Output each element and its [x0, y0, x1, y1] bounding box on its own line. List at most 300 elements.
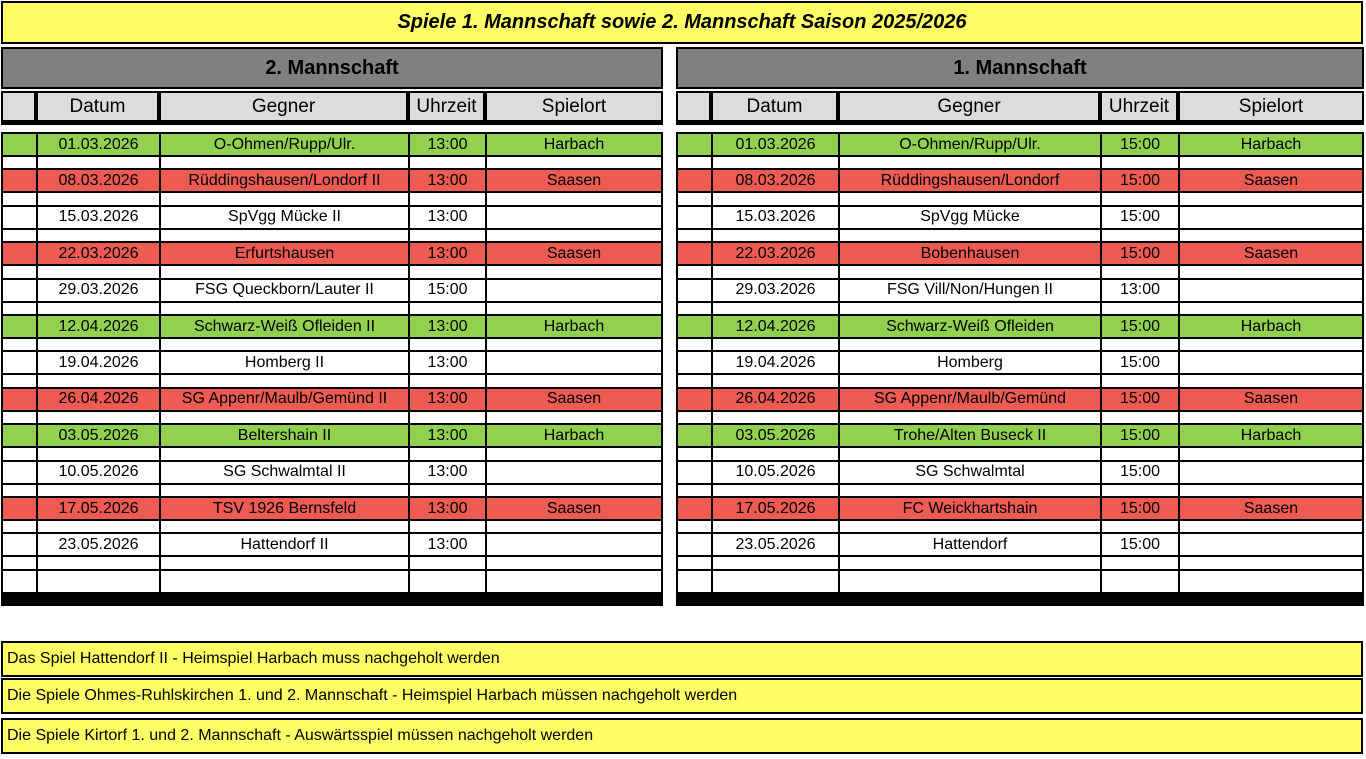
cell-venue: [1178, 350, 1364, 373]
gap-cell: [711, 155, 838, 168]
cell-time: 13:00: [408, 532, 485, 555]
gap-cell: [485, 301, 663, 314]
cell-time: 15:00: [1100, 496, 1178, 519]
gap-cell: [408, 373, 485, 386]
gap-cell: [485, 337, 663, 350]
cell-venue: [485, 205, 663, 228]
gap-cell: [1178, 373, 1364, 386]
gap-cell: [36, 155, 159, 168]
gap-cell: [676, 337, 711, 350]
gap-cell: [676, 191, 711, 204]
row-gap: [676, 483, 1364, 496]
gap-cell: [1100, 264, 1178, 277]
row-gap: [676, 264, 1364, 277]
row-marker: [1, 314, 36, 337]
gap-cell: [36, 373, 159, 386]
cell-date: 22.03.2026: [711, 241, 838, 264]
gap-cell: [1, 410, 36, 423]
row-gap: [1, 410, 663, 423]
cell-venue: Saasen: [485, 496, 663, 519]
row-marker: [1, 350, 36, 373]
cell-time: 13:00: [1100, 278, 1178, 301]
gap-cell: [838, 155, 1100, 168]
row-marker: [676, 460, 711, 483]
header-separator: [1, 122, 663, 125]
gap-cell: [1, 155, 36, 168]
cell-opponent: SG Appenr/Maulb/Gemünd: [838, 387, 1100, 410]
gap-cell: [1, 337, 36, 350]
gap-cell: [711, 264, 838, 277]
cell-time: [408, 569, 485, 592]
gap-cell: [838, 228, 1100, 241]
cell-venue: Saasen: [1178, 241, 1364, 264]
gap-cell: [676, 228, 711, 241]
cell-date: 26.04.2026: [711, 387, 838, 410]
gap-cell: [408, 337, 485, 350]
row-marker: [676, 350, 711, 373]
gap-cell: [159, 155, 408, 168]
gap-cell: [838, 446, 1100, 459]
cell-date: 10.05.2026: [711, 460, 838, 483]
row-marker: [676, 423, 711, 446]
gap-cell: [838, 519, 1100, 532]
gap-cell: [1100, 555, 1178, 568]
gap-cell: [408, 228, 485, 241]
gap-cell: [838, 373, 1100, 386]
gap-cell: [711, 337, 838, 350]
cell-venue: [1178, 532, 1364, 555]
cell-time: 15:00: [1100, 314, 1178, 337]
game-row: [676, 496, 1364, 519]
gap-cell: [159, 264, 408, 277]
gap-cell: [1100, 228, 1178, 241]
gap-cell: [159, 446, 408, 459]
cell-opponent: Bobenhausen: [838, 241, 1100, 264]
row-gap: [1, 519, 663, 532]
table-bottom-border: [1, 592, 663, 606]
page-title: Spiele 1. Mannschaft sowie 2. Mannschaft Saison 2025/2026: [1, 1, 1363, 44]
gap-cell: [838, 301, 1100, 314]
game-row: [676, 314, 1364, 337]
column-header-date: Datum: [711, 91, 838, 122]
gap-cell: [36, 264, 159, 277]
row-gap: [676, 555, 1364, 568]
row-marker: [676, 314, 711, 337]
row-gap: [676, 373, 1364, 386]
row-marker: [676, 387, 711, 410]
cell-time: 15:00: [1100, 423, 1178, 446]
row-gap: [1, 483, 663, 496]
empty-row: [1, 569, 663, 592]
game-row: [1, 205, 663, 228]
row-marker: [1, 387, 36, 410]
cell-opponent: Hattendorf: [838, 532, 1100, 555]
gap-cell: [1, 446, 36, 459]
gap-cell: [36, 191, 159, 204]
gap-cell: [159, 555, 408, 568]
gap-cell: [838, 410, 1100, 423]
gap-cell: [676, 519, 711, 532]
row-marker: [676, 532, 711, 555]
row-marker: [676, 205, 711, 228]
row-gap: [676, 519, 1364, 532]
cell-date: 10.05.2026: [36, 460, 159, 483]
cell-date: 15.03.2026: [36, 205, 159, 228]
gap-cell: [1178, 155, 1364, 168]
team-1-table: [676, 47, 1364, 606]
cell-time: 15:00: [1100, 460, 1178, 483]
cell-opponent: Homberg II: [159, 350, 408, 373]
gap-cell: [1100, 483, 1178, 496]
cell-time: 13:00: [408, 241, 485, 264]
cell-date: 12.04.2026: [36, 314, 159, 337]
cell-time: 15:00: [408, 278, 485, 301]
game-row: [676, 460, 1364, 483]
cell-venue: [485, 460, 663, 483]
cell-opponent: Trohe/Alten Buseck II: [838, 423, 1100, 446]
cell-opponent: Schwarz-Weiß Ofleiden II: [159, 314, 408, 337]
row-marker: [1, 132, 36, 155]
row-gap: [676, 446, 1364, 459]
gap-cell: [408, 301, 485, 314]
gap-cell: [485, 191, 663, 204]
gap-cell: [711, 228, 838, 241]
row-gap: [676, 301, 1364, 314]
cell-opponent: O-Ohmen/Rupp/Ulr.: [159, 132, 408, 155]
gap-cell: [676, 155, 711, 168]
cell-date: [36, 569, 159, 592]
gap-cell: [711, 519, 838, 532]
cell-opponent: SG Appenr/Maulb/Gemünd II: [159, 387, 408, 410]
gap-cell: [1100, 410, 1178, 423]
gap-cell: [1178, 555, 1364, 568]
row-gap: [1, 301, 663, 314]
gap-cell: [485, 228, 663, 241]
team-2-table: [1, 47, 663, 606]
cell-venue: [485, 278, 663, 301]
game-row: [676, 387, 1364, 410]
cell-opponent: Erfurtshausen: [159, 241, 408, 264]
cell-time: [1100, 569, 1178, 592]
gap-cell: [485, 483, 663, 496]
team-title: 1. Mannschaft: [676, 47, 1364, 89]
cell-date: 19.04.2026: [711, 350, 838, 373]
row-gap: [1, 337, 663, 350]
game-row: [676, 241, 1364, 264]
game-row: [1, 278, 663, 301]
cell-date: 12.04.2026: [711, 314, 838, 337]
gap-cell: [838, 555, 1100, 568]
gap-cell: [159, 191, 408, 204]
gap-cell: [1, 301, 36, 314]
cell-venue: Saasen: [485, 387, 663, 410]
row-marker: [676, 132, 711, 155]
gap-cell: [1178, 337, 1364, 350]
gap-cell: [1178, 301, 1364, 314]
row-gap: [1, 264, 663, 277]
gap-cell: [36, 337, 159, 350]
game-row: [1, 241, 663, 264]
gap-cell: [159, 301, 408, 314]
gap-cell: [711, 301, 838, 314]
cell-venue: Saasen: [1178, 168, 1364, 191]
cell-opponent: Hattendorf II: [159, 532, 408, 555]
game-row: [1, 132, 663, 155]
gap-cell: [36, 446, 159, 459]
row-marker: [676, 278, 711, 301]
cell-opponent: Rüddingshausen/Londorf: [838, 168, 1100, 191]
cell-opponent: FSG Vill/Non/Hungen II: [838, 278, 1100, 301]
cell-venue: Harbach: [1178, 423, 1364, 446]
cell-opponent: [159, 569, 408, 592]
empty-row: [676, 569, 1364, 592]
row-marker: [1, 205, 36, 228]
gap-cell: [1, 519, 36, 532]
row-marker: [1, 532, 36, 555]
cell-venue: [1178, 569, 1364, 592]
gap-cell: [159, 410, 408, 423]
gap-cell: [1178, 191, 1364, 204]
cell-venue: [485, 569, 663, 592]
game-row: [1, 532, 663, 555]
cell-time: 13:00: [408, 460, 485, 483]
game-row: [676, 132, 1364, 155]
gap-cell: [676, 555, 711, 568]
row-marker: [676, 241, 711, 264]
cell-opponent: TSV 1926 Bernsfeld: [159, 496, 408, 519]
cell-date: 19.04.2026: [36, 350, 159, 373]
cell-time: 15:00: [1100, 241, 1178, 264]
gap-cell: [1, 228, 36, 241]
gap-cell: [838, 264, 1100, 277]
game-row: [676, 350, 1364, 373]
gap-cell: [676, 483, 711, 496]
cell-date: 29.03.2026: [711, 278, 838, 301]
cell-time: 15:00: [1100, 168, 1178, 191]
gap-cell: [1178, 410, 1364, 423]
row-marker: [1, 241, 36, 264]
gap-cell: [485, 555, 663, 568]
cell-date: 08.03.2026: [36, 168, 159, 191]
gap-cell: [485, 373, 663, 386]
gap-cell: [676, 446, 711, 459]
cell-time: 13:00: [408, 314, 485, 337]
cell-venue: Harbach: [485, 314, 663, 337]
game-row: [1, 387, 663, 410]
gap-cell: [711, 191, 838, 204]
gap-cell: [485, 155, 663, 168]
gap-cell: [1100, 337, 1178, 350]
gap-cell: [1100, 155, 1178, 168]
gap-cell: [1, 264, 36, 277]
gap-cell: [159, 373, 408, 386]
gap-cell: [1178, 228, 1364, 241]
gap-cell: [159, 483, 408, 496]
column-header-time: Uhrzeit: [1100, 91, 1178, 122]
cell-opponent: Homberg: [838, 350, 1100, 373]
gap-cell: [36, 519, 159, 532]
gap-cell: [36, 410, 159, 423]
row-marker: [676, 496, 711, 519]
cell-venue: Saasen: [1178, 387, 1364, 410]
cell-opponent: SG Schwalmtal II: [159, 460, 408, 483]
cell-date: 03.05.2026: [36, 423, 159, 446]
gap-cell: [408, 555, 485, 568]
gap-cell: [676, 373, 711, 386]
cell-time: 13:00: [408, 350, 485, 373]
game-row: [676, 205, 1364, 228]
gap-cell: [159, 519, 408, 532]
column-header-opponent: Gegner: [838, 91, 1100, 122]
game-row: [676, 168, 1364, 191]
game-row: [1, 168, 663, 191]
gap-cell: [408, 155, 485, 168]
gap-cell: [485, 264, 663, 277]
note-2: Die Spiele Ohmes-Ruhlskirchen 1. und 2. Mannschaft - Heimspiel Harbach müssen nachgeholt werden: [1, 678, 1363, 714]
row-marker: [1, 168, 36, 191]
gap-cell: [1, 555, 36, 568]
row-gap: [1, 191, 663, 204]
gap-cell: [1178, 483, 1364, 496]
game-row: [1, 423, 663, 446]
cell-opponent: FSG Queckborn/Lauter II: [159, 278, 408, 301]
gap-cell: [711, 446, 838, 459]
cell-venue: Harbach: [485, 132, 663, 155]
cell-opponent: [838, 569, 1100, 592]
row-gap: [676, 155, 1364, 168]
gap-cell: [1, 373, 36, 386]
column-header-time: Uhrzeit: [408, 91, 485, 122]
cell-venue: [1178, 205, 1364, 228]
gap-cell: [485, 519, 663, 532]
cell-time: 15:00: [1100, 350, 1178, 373]
row-gap: [676, 410, 1364, 423]
gap-cell: [676, 301, 711, 314]
gap-cell: [1178, 446, 1364, 459]
cell-opponent: SpVgg Mücke II: [159, 205, 408, 228]
note-1: Das Spiel Hattendorf II - Heimspiel Harbach muss nachgeholt werden: [1, 641, 1363, 677]
game-row: [676, 532, 1364, 555]
gap-cell: [159, 228, 408, 241]
row-marker: [676, 168, 711, 191]
cell-venue: [485, 350, 663, 373]
gap-cell: [838, 337, 1100, 350]
cell-opponent: O-Ohmen/Rupp/Ulr.: [838, 132, 1100, 155]
row-gap: [1, 555, 663, 568]
gap-cell: [408, 519, 485, 532]
column-header-opponent: Gegner: [159, 91, 408, 122]
gap-cell: [1100, 519, 1178, 532]
cell-venue: Harbach: [485, 423, 663, 446]
row-marker: [676, 569, 711, 592]
cell-venue: Harbach: [1178, 314, 1364, 337]
cell-opponent: Rüddingshausen/Londorf II: [159, 168, 408, 191]
header-blank: [1, 91, 36, 122]
gap-cell: [408, 410, 485, 423]
gap-cell: [711, 373, 838, 386]
gap-cell: [676, 410, 711, 423]
cell-time: 13:00: [408, 205, 485, 228]
gap-cell: [36, 301, 159, 314]
gap-cell: [36, 555, 159, 568]
cell-venue: [1178, 460, 1364, 483]
cell-venue: Saasen: [485, 168, 663, 191]
team-title: 2. Mannschaft: [1, 47, 663, 89]
gap-cell: [1, 191, 36, 204]
cell-opponent: Schwarz-Weiß Ofleiden: [838, 314, 1100, 337]
cell-date: [711, 569, 838, 592]
row-gap: [676, 228, 1364, 241]
gap-cell: [1100, 446, 1178, 459]
gap-cell: [36, 228, 159, 241]
gap-cell: [408, 483, 485, 496]
cell-time: 13:00: [408, 496, 485, 519]
gap-cell: [408, 191, 485, 204]
cell-time: 13:00: [408, 423, 485, 446]
cell-opponent: SG Schwalmtal: [838, 460, 1100, 483]
cell-date: 17.05.2026: [36, 496, 159, 519]
gap-cell: [838, 483, 1100, 496]
game-row: [1, 460, 663, 483]
game-row: [676, 278, 1364, 301]
gap-cell: [1, 483, 36, 496]
cell-venue: [1178, 278, 1364, 301]
cell-venue: [485, 532, 663, 555]
gap-cell: [36, 483, 159, 496]
cell-date: 08.03.2026: [711, 168, 838, 191]
note-3: Die Spiele Kirtorf 1. und 2. Mannschaft - Auswärtsspiel müssen nachgeholt werden: [1, 718, 1363, 754]
gap-cell: [408, 264, 485, 277]
cell-date: 01.03.2026: [711, 132, 838, 155]
gap-cell: [1100, 301, 1178, 314]
game-row: [1, 350, 663, 373]
cell-time: 15:00: [1100, 132, 1178, 155]
cell-venue: Saasen: [1178, 496, 1364, 519]
cell-time: 13:00: [408, 132, 485, 155]
row-gap: [676, 337, 1364, 350]
cell-time: 15:00: [1100, 387, 1178, 410]
cell-time: 13:00: [408, 387, 485, 410]
row-marker: [1, 569, 36, 592]
gap-cell: [1100, 191, 1178, 204]
cell-date: 22.03.2026: [36, 241, 159, 264]
cell-opponent: SpVgg Mücke: [838, 205, 1100, 228]
gap-cell: [485, 446, 663, 459]
game-row: [1, 496, 663, 519]
cell-date: 01.03.2026: [36, 132, 159, 155]
gap-cell: [711, 555, 838, 568]
cell-date: 23.05.2026: [36, 532, 159, 555]
gap-cell: [408, 446, 485, 459]
cell-date: 29.03.2026: [36, 278, 159, 301]
gap-cell: [1178, 264, 1364, 277]
header-separator: [676, 122, 1364, 125]
cell-venue: Saasen: [485, 241, 663, 264]
gap-cell: [676, 264, 711, 277]
game-row: [1, 314, 663, 337]
column-header-venue: Spielort: [485, 91, 663, 122]
row-gap: [1, 155, 663, 168]
table-bottom-border: [676, 592, 1364, 606]
game-row: [676, 423, 1364, 446]
header-blank: [676, 91, 711, 122]
row-marker: [1, 496, 36, 519]
row-marker: [1, 278, 36, 301]
column-header-date: Datum: [36, 91, 159, 122]
row-gap: [676, 191, 1364, 204]
cell-opponent: Beltershain II: [159, 423, 408, 446]
row-marker: [1, 460, 36, 483]
